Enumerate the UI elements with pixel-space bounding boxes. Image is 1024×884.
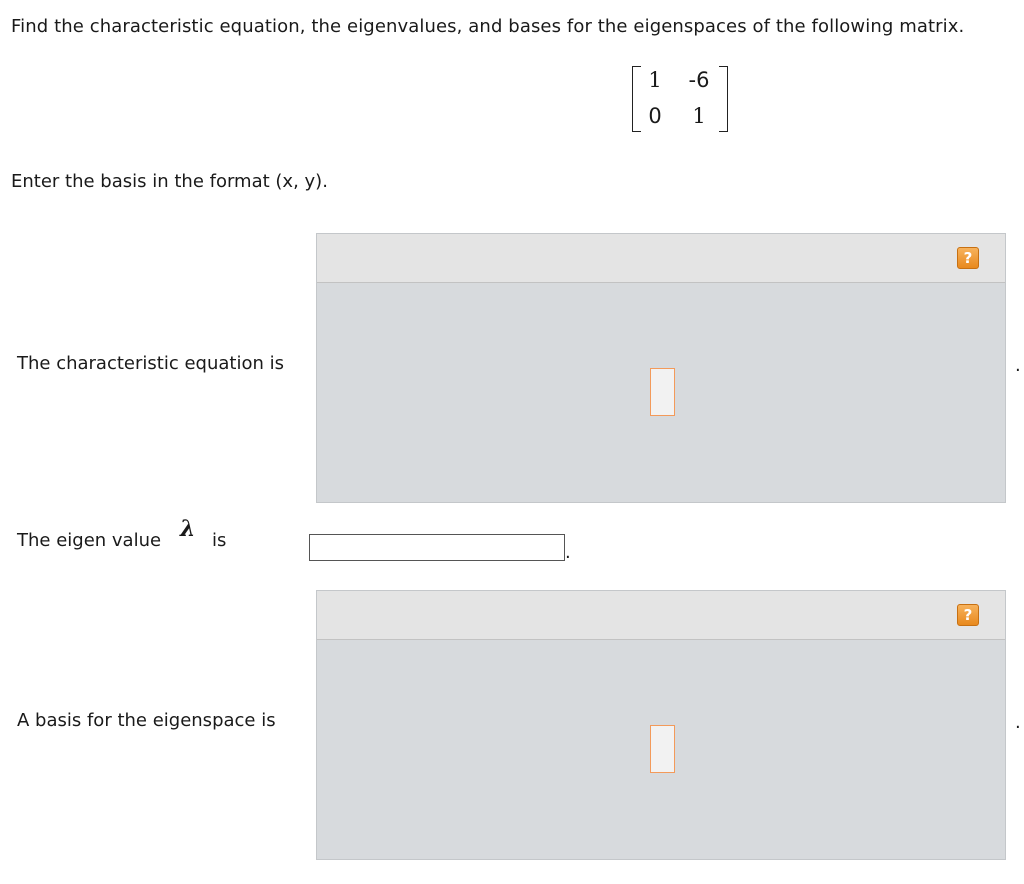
format-hint: Enter the basis in the format (x, y). bbox=[11, 171, 328, 192]
matrix-cell-r2c1: 0 bbox=[648, 104, 662, 128]
basis-label: A basis for the eigenspace is bbox=[17, 710, 276, 731]
basis-input-slot[interactable] bbox=[650, 725, 675, 773]
matrix-right-bracket bbox=[719, 66, 728, 132]
char-equation-answer-panel[interactable] bbox=[316, 233, 1006, 503]
char-equation-label: The characteristic equation is bbox=[17, 353, 284, 374]
lambda-symbol: λ bbox=[180, 516, 196, 542]
char-equation-help-button[interactable]: ? bbox=[957, 247, 979, 269]
char-equation-period: . bbox=[1015, 355, 1021, 376]
char-equation-input-slot[interactable] bbox=[650, 368, 675, 416]
matrix-cell-r1c2: -6 bbox=[688, 68, 710, 92]
matrix-cell-r1c1: 1 bbox=[648, 68, 662, 92]
eigenvalue-label-prefix: The eigen value bbox=[17, 530, 162, 551]
char-equation-toolbar bbox=[317, 234, 1005, 283]
matrix bbox=[632, 66, 728, 132]
basis-toolbar bbox=[317, 591, 1005, 640]
eigenvalue-period: . bbox=[565, 542, 571, 563]
matrix-cell-r2c2: 1 bbox=[692, 104, 706, 128]
basis-answer-panel[interactable] bbox=[316, 590, 1006, 860]
eigenvalue-label-suffix: is bbox=[212, 530, 227, 551]
question-instructions: Find the characteristic equation, the eigenvalues, and bases for the eigenspaces of the following matrix. bbox=[11, 16, 965, 37]
eigenvalue-input[interactable] bbox=[309, 534, 565, 561]
basis-help-button[interactable]: ? bbox=[957, 604, 979, 626]
basis-period: . bbox=[1015, 712, 1021, 733]
